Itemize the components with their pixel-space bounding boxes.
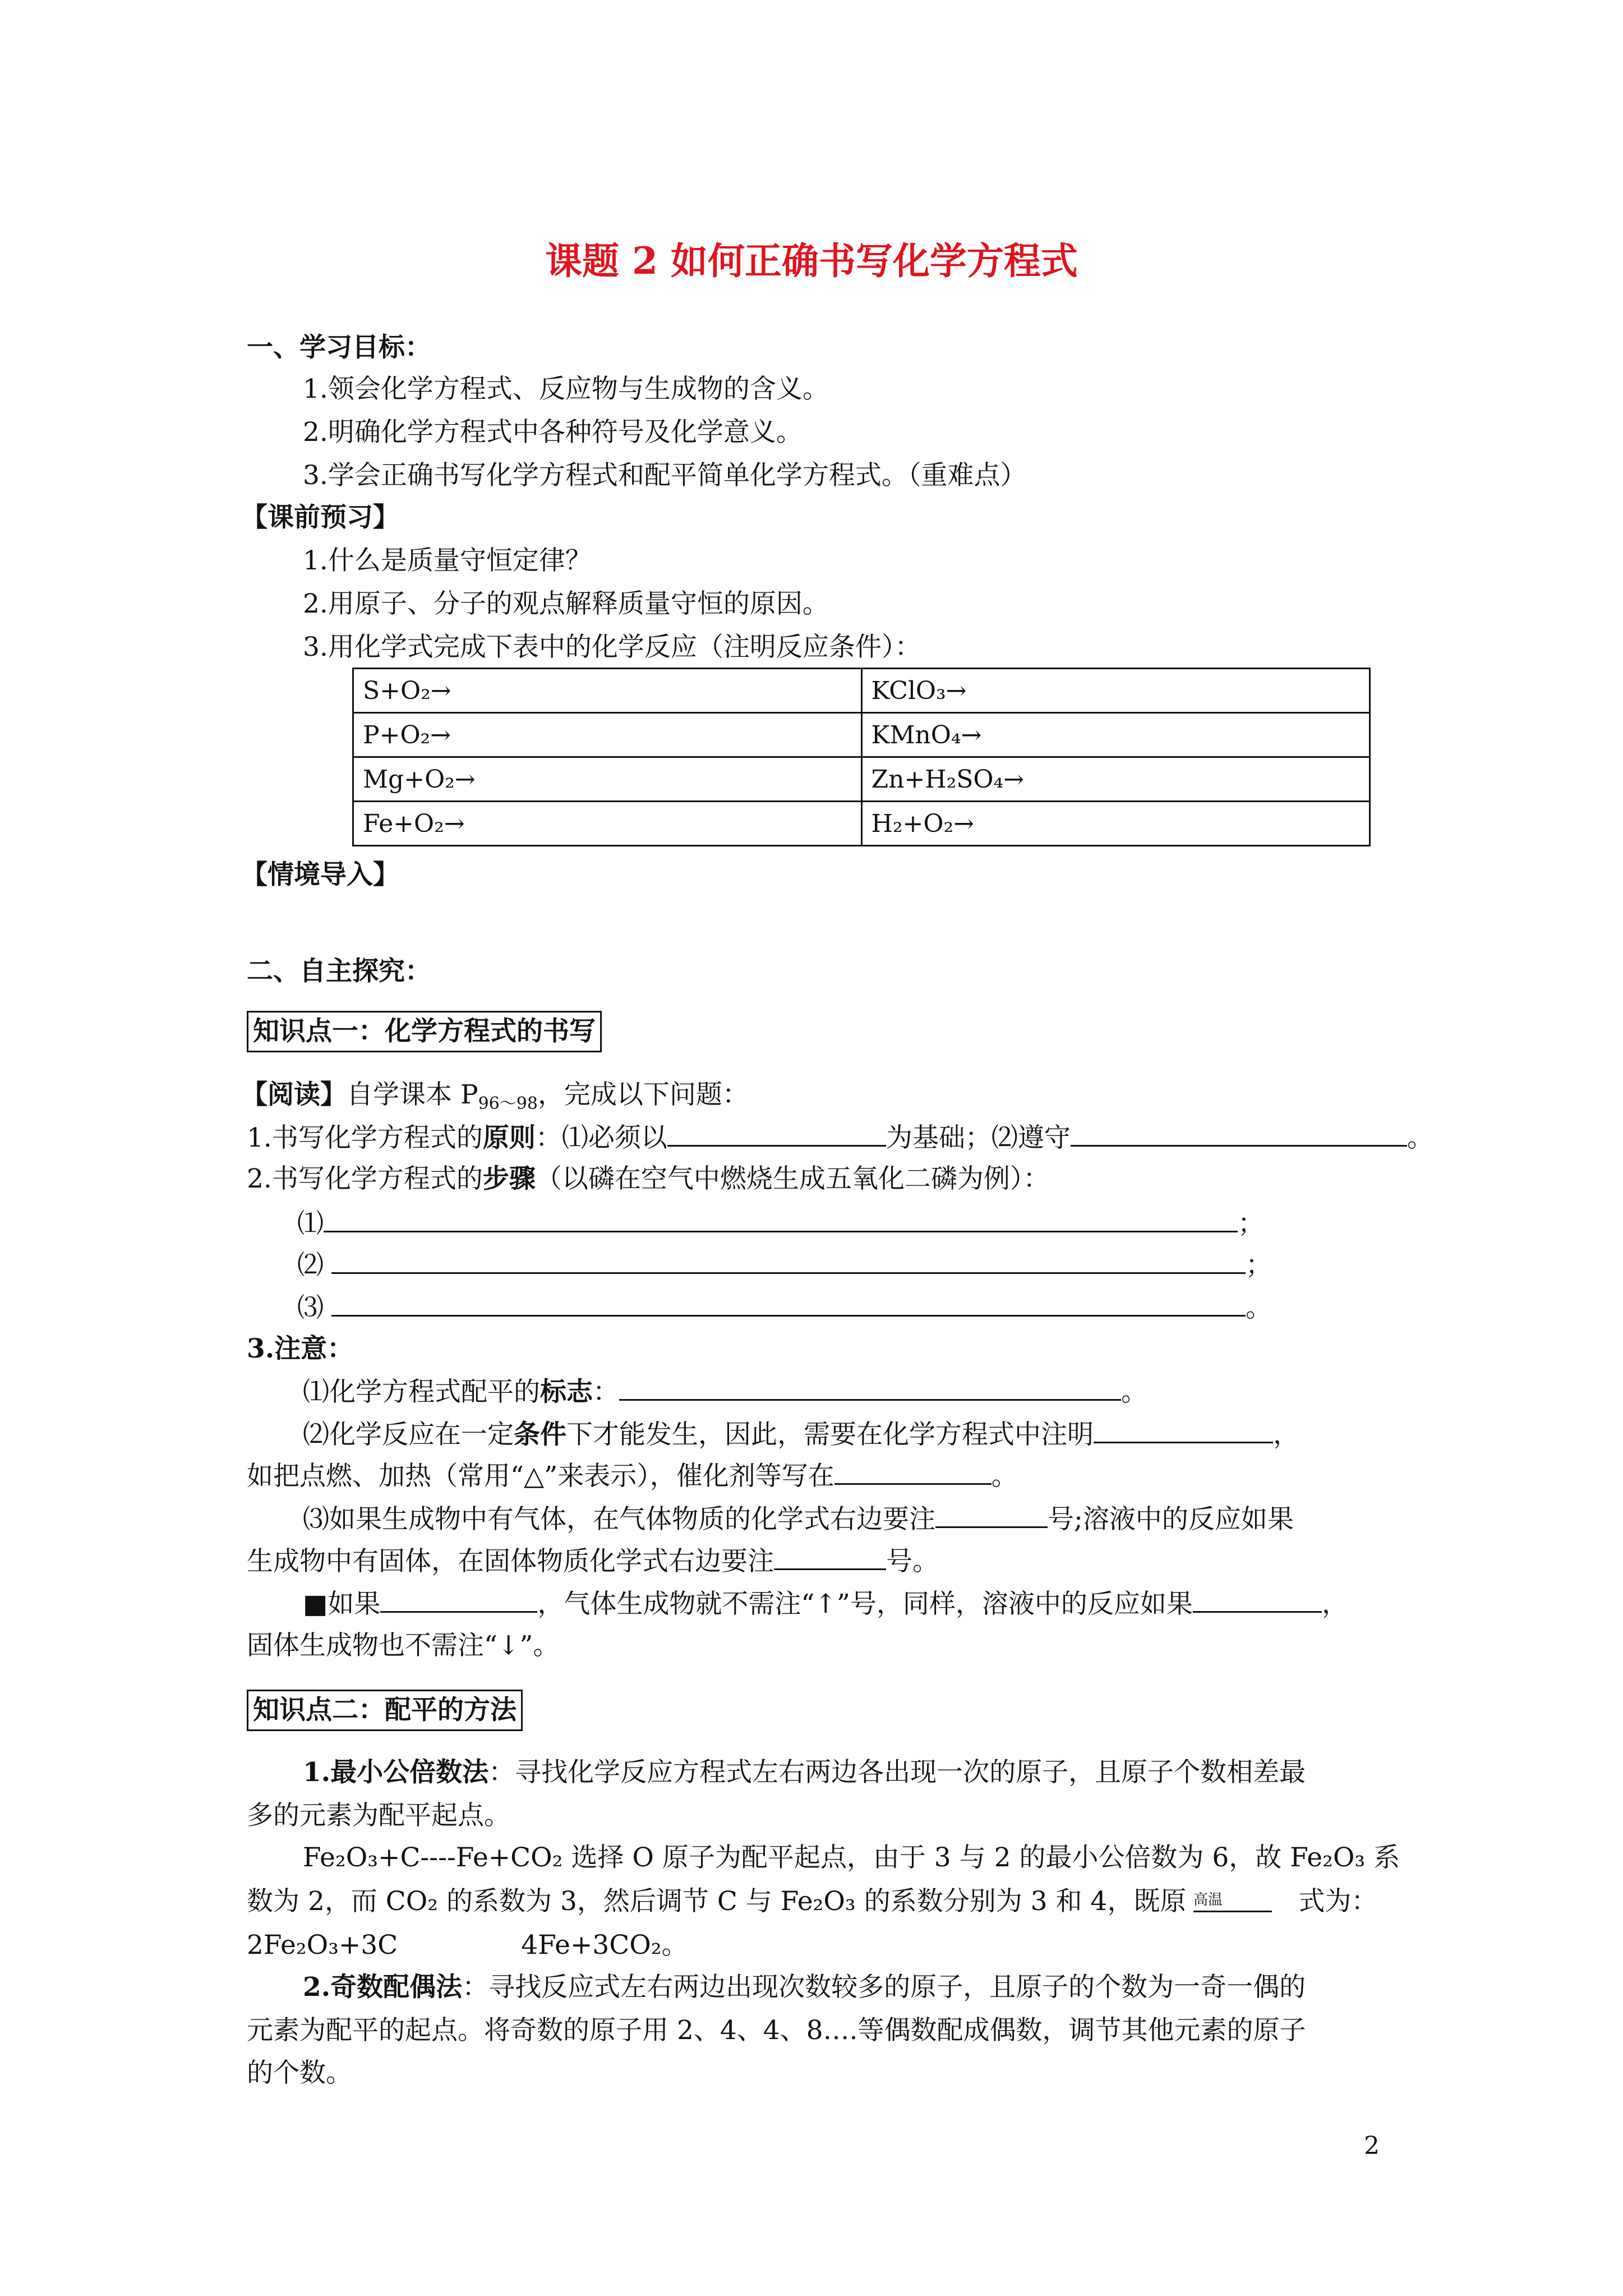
note-3-line (303, 1502, 1294, 1536)
note-4-line-b: 固体生成物也不需注“↓”。 (247, 1630, 560, 1661)
principle-end: 。 (1407, 1122, 1433, 1153)
note-2-text: ⑵化学反应在一定 (303, 1419, 514, 1450)
example-1-text: 数为 2，而 CO₂ 的系数为 3，然后调节 C 与 Fe₂O₃ 的系数分别为 3 和 4，既原 (247, 1886, 1187, 1917)
step-1-end: ； (1238, 1208, 1264, 1239)
note-4-text-2: ，气体生成物就不需注“↑”号，同样，溶液中的反应如果 (537, 1589, 1193, 1619)
note-4-line (303, 1586, 1348, 1621)
blank-note-1[interactable] (619, 1374, 1121, 1401)
principle-text-2: ：⑴必须以 (535, 1122, 667, 1153)
equation-left: 2Fe₂O₃+3C (247, 1930, 398, 1961)
section-heading-explore: 二、自主探究： (247, 956, 431, 987)
steps-text-2: （以磷在空气中燃烧生成五氧化二磷为例）： (535, 1163, 1050, 1194)
step-3-line (297, 1290, 1272, 1325)
method-2-line (303, 1971, 1306, 2004)
table-cell[interactable]: Zn+H₂SO₄→ (861, 757, 1370, 802)
step-3-label: ⑶ (297, 1292, 324, 1323)
method-2-line-c: 的个数。 (247, 2058, 352, 2088)
note-2-line-b (247, 1458, 1018, 1493)
section-heading-intro: 【情境导入】 (241, 859, 399, 890)
notes-heading: 3.注意： (247, 1333, 354, 1364)
note-1-end: 。 (1121, 1377, 1147, 1407)
step-2-line (297, 1248, 1272, 1282)
note-3-text: ⑶如果生成物中有气体，在气体物质的化学式右边要注 (303, 1504, 935, 1535)
steps-text: 2.书写化学方程式的 (247, 1163, 483, 1194)
steps-keyword: 步骤 (482, 1163, 536, 1194)
page-range: 96～98 (478, 1094, 538, 1114)
method-1-line-b: 多的元素为配平起点。 (247, 1800, 510, 1831)
knowledge-point-1-box: 知识点一：化学方程式的书写 (247, 1011, 602, 1052)
note-1-line (303, 1374, 1147, 1409)
blank-note-4b[interactable] (1193, 1586, 1322, 1613)
blank-step-2[interactable] (331, 1248, 1246, 1274)
reaction-table (352, 668, 1371, 846)
table-row (353, 757, 1370, 802)
method-1-name: 1.最小公倍数法 (303, 1757, 489, 1788)
blank-principle-1[interactable] (667, 1120, 886, 1147)
note-2-end: 。 (991, 1461, 1018, 1492)
goal-item-2: 2.明确化学方程式中各种符号及化学意义。 (303, 417, 803, 448)
example-1-end: 式为： (1298, 1886, 1378, 1917)
knowledge-point-2-box: 知识点二：配平的方法 (247, 1690, 523, 1731)
section-heading-goals: 一、学习目标： (247, 332, 431, 363)
method-1-line (303, 1756, 1306, 1789)
note-4-text: ■如果 (303, 1589, 381, 1619)
note-1-keyword: 标志 (540, 1377, 593, 1407)
step-2-label: ⑵ (297, 1250, 324, 1281)
note-2-text-3: 如把点燃、加热（常用“△”来表示），催化剂等写在 (247, 1461, 834, 1492)
note-2-keyword: 条件 (514, 1419, 566, 1450)
principle-text: 1.书写化学方程式的 (247, 1122, 483, 1153)
note-1-colon: ： (593, 1377, 619, 1407)
note-4-comma: ， (1321, 1589, 1348, 1619)
reaction-condition-label: 高温 (1193, 1892, 1223, 1908)
note-2-text-2: 下才能发生，因此，需要在化学方程式中注明 (566, 1419, 1094, 1450)
blank-note-2b[interactable] (834, 1458, 992, 1485)
step-3-end: 。 (1246, 1292, 1272, 1323)
goal-item-3: 3.学会正确书写化学方程式和配平简单化学方程式。（重难点） (303, 460, 1027, 491)
blank-principle-2[interactable] (1071, 1120, 1407, 1147)
principle-keyword: 原则 (482, 1122, 536, 1153)
table-cell[interactable]: KMnO₄→ (861, 713, 1370, 757)
table-cell[interactable]: P+O₂→ (353, 713, 862, 757)
blank-step-3[interactable] (331, 1290, 1246, 1317)
knowledge-point-2-heading (247, 1690, 523, 1731)
blank-note-4a[interactable] (380, 1586, 537, 1613)
page-number: 2 (1364, 2132, 1380, 2160)
method-2-text: ：寻找反应式左右两边出现次数较多的原子，且原子的个数为一奇一偶的 (462, 1972, 1306, 2003)
balanced-equation-line (247, 1929, 688, 1962)
step-1-line (297, 1206, 1264, 1241)
principle-line (247, 1120, 1433, 1155)
note-2-comma: ， (1273, 1419, 1299, 1450)
note-3-line-b (247, 1544, 939, 1579)
note-1-text: ⑴化学方程式配平的 (303, 1377, 540, 1407)
steps-line (247, 1162, 1049, 1196)
table-row (353, 669, 1370, 713)
section-heading-preview: 【课前预习】 (241, 502, 399, 533)
note-2-line (303, 1417, 1299, 1452)
equation-right: 4Fe+3CO₂。 (521, 1930, 688, 1961)
reaction-condition-arrow (1193, 1911, 1272, 1912)
reading-prompt (241, 1078, 749, 1112)
preview-question-3: 3.用化学式完成下表中的化学反应（注明反应条件）： (303, 632, 921, 662)
step-1-label: ⑴ (297, 1208, 324, 1239)
reading-tag: 【阅读】 (241, 1079, 347, 1110)
reading-text-end: ，完成以下问题： (537, 1079, 749, 1110)
table-row (353, 802, 1370, 846)
table-cell[interactable]: H₂+O₂→ (861, 802, 1370, 846)
table-cell[interactable]: Fe+O₂→ (353, 802, 862, 846)
page-title: 课题 2 如何正确书写化学方程式 (545, 239, 1078, 283)
step-2-end: ； (1246, 1250, 1272, 1281)
table-row (353, 713, 1370, 757)
blank-note-3b[interactable] (774, 1544, 886, 1570)
blank-note-3a[interactable] (935, 1502, 1048, 1528)
note-3-text-3: 生成物中有固体，在固体物质化学式右边要注 (247, 1546, 774, 1577)
blank-step-1[interactable] (324, 1206, 1238, 1232)
example-1-line: Fe₂O₃+C----Fe+CO₂ 选择 O 原子为配平起点，由于 3 与 2 的最小公倍数为 6，故 Fe₂O₃ 系 (303, 1842, 1400, 1873)
note-3-text-2: 号;溶液中的反应如果 (1048, 1504, 1294, 1535)
blank-note-2a[interactable] (1094, 1417, 1273, 1443)
method-1-text: ：寻找化学反应方程式左右两边各出现一次的原子，且原子个数相差最 (488, 1757, 1306, 1788)
table-cell[interactable]: Mg+O₂→ (353, 757, 862, 802)
principle-text-3: 为基础；⑵遵守 (886, 1122, 1071, 1153)
goal-item-1: 1.领会化学方程式、反应物与生成物的含义。 (303, 374, 829, 404)
method-2-line-b: 元素为配平的起点。将奇数的原子用 2、4、4、8….等偶数配成偶数，调节其他元素的原子 (247, 2015, 1306, 2046)
note-3-end: 号。 (886, 1546, 939, 1577)
preview-question-1: 1.什么是质量守恒定律？ (303, 545, 592, 576)
table-cell[interactable]: S+O₂→ (353, 669, 862, 713)
reading-text: 自学课本 P (347, 1079, 478, 1110)
knowledge-point-1-heading (247, 1011, 602, 1052)
table-cell[interactable]: KClO₃→ (861, 669, 1370, 713)
preview-question-2: 2.用原子、分子的观点解释质量守恒的原因。 (303, 588, 829, 619)
method-2-name: 2.奇数配偶法 (303, 1972, 463, 2003)
